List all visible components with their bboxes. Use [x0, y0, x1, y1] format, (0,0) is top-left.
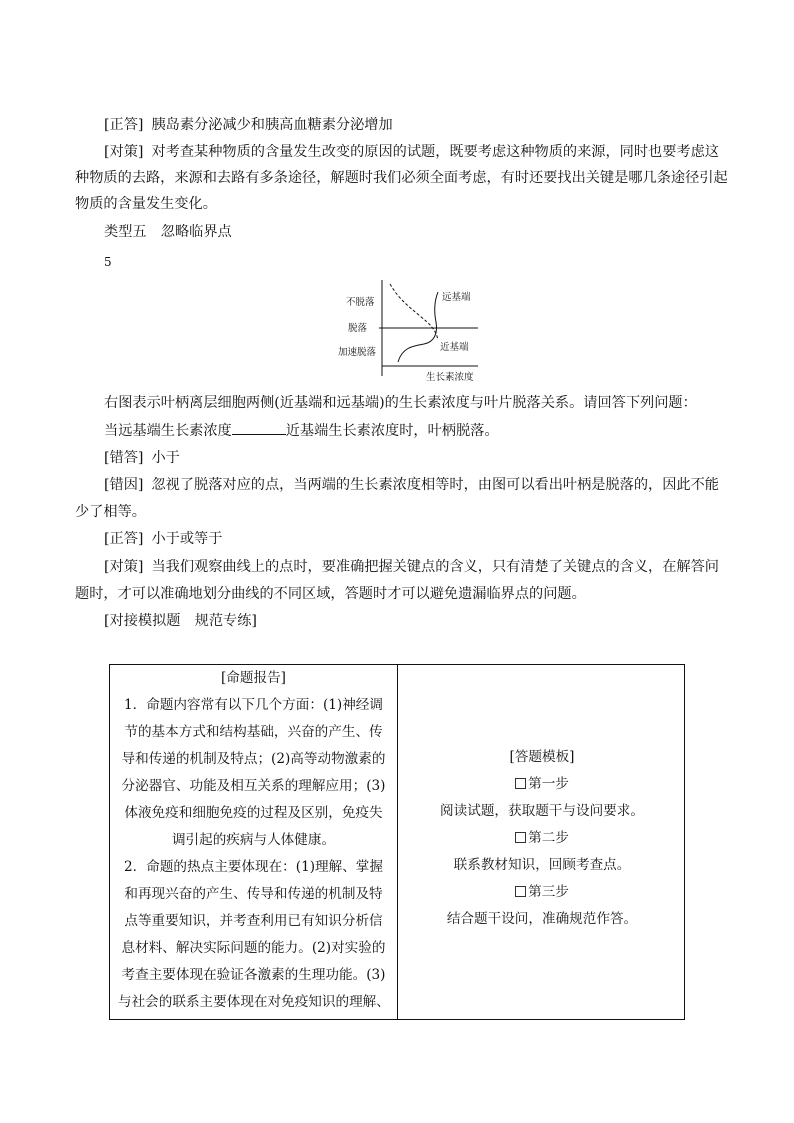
y-label-no-abscission: 不脱落	[346, 297, 375, 308]
strategy-tag-2: [对策]	[104, 559, 144, 575]
question-text-part-a: 当远基端生长素浓度	[104, 423, 232, 439]
correct-answer-tag: [正答]	[104, 117, 144, 133]
report-line: 导和传递的机制及特点；(2)高等动物激素的	[121, 751, 386, 767]
report-line: 分泌器官、功能及相互关系的理解应用；(3)	[121, 778, 386, 794]
report-line: 2．命题的热点主要体现在：(1)理解、掌握	[124, 859, 383, 875]
section-title-type5: 类型五 忽略临界点	[104, 224, 232, 240]
auxin-abscission-figure	[338, 278, 488, 386]
report-line: 节的基本方式和结构基础，兴奋的产生、传	[124, 724, 383, 740]
answer-paragraph-1	[104, 114, 393, 136]
step3-text: 结合题干设问，准确规范作答。	[446, 911, 638, 927]
error-cause-line1	[104, 474, 719, 496]
correct-answer-tag-2: [正答]	[104, 531, 144, 547]
y-label-accelerated: 加速脱落	[338, 347, 377, 358]
checkbox-icon	[515, 832, 526, 843]
far-base-label: 远基端	[442, 292, 471, 303]
strategy-text-1: 对考查某种物质的含量发生改变的原因的试题，既要考虑这种物质的来源，同时也要考虑这	[151, 144, 719, 160]
question-text-part-b: 近基端生长素浓度时，叶柄脱落。	[285, 423, 499, 439]
report-template-table	[109, 664, 685, 1020]
wrong-answer-paragraph	[104, 447, 180, 469]
practice-heading: [对接模拟题 规范专练]	[104, 613, 257, 629]
far-base-curve	[390, 284, 438, 340]
correct-answer-text-2: 小于或等于	[151, 531, 223, 547]
question-number: 5	[104, 255, 112, 269]
strategy-2-text-1: 当我们观察曲线上的点时，要准确把握关键点的含义，只有清楚了关键点的含义，在解答问	[151, 559, 719, 575]
strategy-2-line1	[104, 556, 719, 578]
correct-answer-paragraph-2	[104, 528, 222, 550]
x-axis-label: 生长素浓度	[426, 372, 474, 383]
step3-heading	[398, 879, 686, 906]
y-label-abscission: 脱落	[348, 323, 368, 334]
report-line: 和再现兴奋的产生、传导和传递的机制及特	[124, 886, 383, 902]
wrong-answer-text: 小于	[151, 450, 180, 466]
exam-report-cell	[110, 665, 397, 1019]
checkbox-icon	[515, 778, 526, 789]
report-line: 考查主要体现在验证各激素的生理功能。(3)	[121, 967, 386, 983]
step1-heading	[398, 771, 686, 798]
question-text-line1: 右图表示叶柄离层细胞两侧(近基端和远基端)的生长素浓度与叶片脱落关系。请回答下列问题：	[104, 395, 697, 411]
report-line: 体液免疫和细胞免疫的过程及区别，免疫失	[124, 805, 383, 821]
report-line: 与社会的联系主要体现在对免疫知识的理解、	[118, 994, 390, 1010]
error-cause-text-1: 忽视了脱落对应的点，当两端的生长素浓度相等时，由图可以看出叶柄是脱落的，因此不能	[151, 477, 719, 493]
step3-label: 第三步	[528, 884, 569, 900]
step2-heading	[398, 825, 686, 852]
strategy-text-2: 种物质的去路，来源和去路有多条途径，解题时我们必须全面考虑，有时还要找出关键是哪几条途径引起	[75, 170, 728, 186]
step1-text: 阅读试题，获取题干与设问要求。	[440, 803, 644, 819]
answer-template-title: [答题模板]	[509, 749, 575, 765]
correct-answer-text: 胰岛素分泌减少和胰高血糖素分泌增加	[151, 117, 393, 133]
step2-text: 联系教材知识，回顾考查点。	[453, 857, 631, 873]
near-base-label: 近基端	[440, 342, 469, 353]
exam-report-title: [命题报告]	[221, 670, 286, 686]
answer-blank[interactable]	[232, 420, 286, 435]
wrong-answer-tag: [错答]	[104, 450, 144, 466]
strategy-tag: [对策]	[104, 144, 144, 160]
report-line: 息材料、解决实际问题的能力。(2)对实验的	[121, 940, 386, 956]
step1-label: 第一步	[528, 776, 569, 792]
answer-template-cell	[398, 665, 686, 1019]
question-text-line2	[104, 420, 499, 442]
strategy-2-text-2: 题时，才可以准确地划分曲线的不同区域，答题时才可以避免遗漏临界点的问题。	[75, 586, 586, 602]
report-line: 1．命题内容常有以下几个方面：(1)神经调	[124, 697, 383, 713]
checkbox-icon	[515, 886, 526, 897]
strategy-paragraph-line1	[104, 141, 719, 163]
error-cause-text-2: 少了相等。	[75, 504, 146, 520]
report-line: 点等重要知识，并考查利用已有知识分析信	[124, 913, 383, 929]
strategy-text-3: 物质的含量发生变化。	[75, 196, 217, 212]
step2-label: 第二步	[528, 830, 569, 846]
report-line: 调引起的疾病与人体健康。	[171, 832, 336, 848]
error-cause-tag: [错因]	[104, 477, 144, 493]
